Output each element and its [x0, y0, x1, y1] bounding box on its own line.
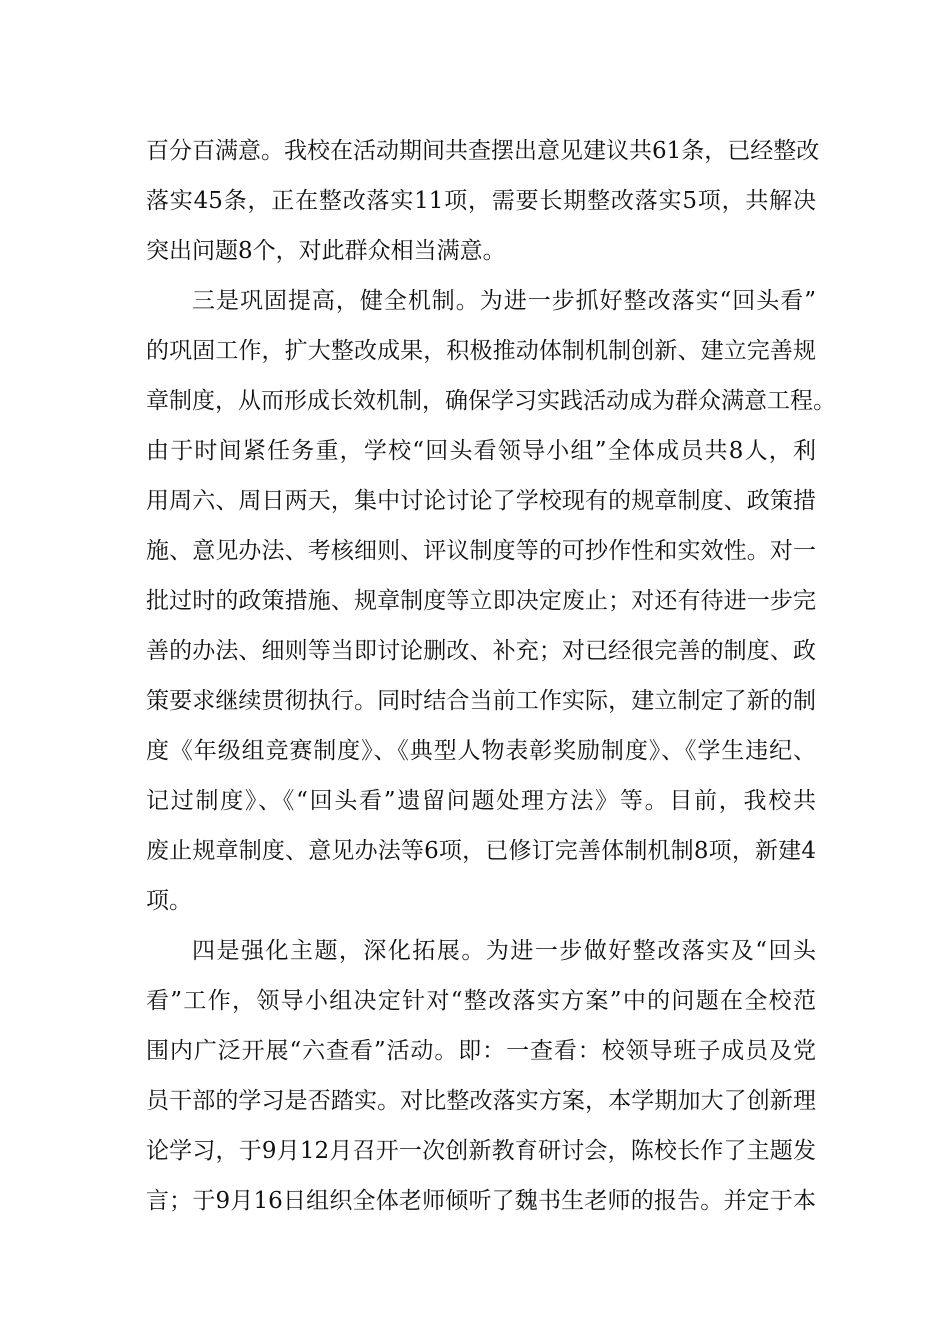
text-line: 批过时的政策措施、规章制度等立即决定废止；对还有待进一步完 — [146, 588, 816, 614]
text-line: 落实45条，正在整改落实11项，需要长期整改落实5项，共解决 — [146, 188, 816, 214]
text-line: 言；于9月16日组织全体老师倾听了魏书生老师的报告。并定于本 — [146, 1188, 816, 1214]
text-line: 由于时间紧任务重，学校“回头看领导小组”全体成员共8人，利 — [146, 438, 816, 464]
text-line: 度《年级组竞赛制度》、《典型人物表彰奖励制度》、《学生违纪、 — [146, 738, 816, 764]
text-line: 围内广泛开展“六查看”活动。即：一查看：校领导班子成员及党 — [146, 1038, 816, 1064]
text-line: 看”工作，领导小组决定针对“整改落实方案”中的问题在全校范 — [146, 988, 816, 1014]
text-line: 四是强化主题，深化拓展。为进一步做好整改落实及“回头 — [192, 938, 816, 964]
text-line: 善的办法、细则等当即讨论删改、补充；对已经很完善的制度、政 — [146, 638, 816, 664]
text-line: 废止规章制度、意见办法等6项，已修订完善体制机制8项，新建4 — [146, 838, 816, 864]
text-line: 用周六、周日两天，集中讨论讨论了学校现有的规章制度、政策措 — [146, 488, 816, 514]
text-line: 记过制度》、《“回头看”遗留问题处理方法》等。目前，我校共 — [146, 788, 816, 814]
text-line: 论学习，于9月12月召开一次创新教育研讨会，陈校长作了主题发 — [146, 1138, 816, 1164]
text-line: 章制度，从而形成长效机制，确保学习实践活动成为群众满意工程。 — [146, 388, 836, 414]
text-line: 三是巩固提高，健全机制。为进一步抓好整改落实“回头看” — [192, 288, 816, 314]
text-line: 员干部的学习是否踏实。对比整改落实方案，本学期加大了创新理 — [146, 1088, 816, 1114]
text-line: 项。 — [146, 888, 192, 914]
text-line: 突出问题8个，对此群众相当满意。 — [146, 238, 506, 264]
text-line: 百分百满意。我校在活动期间共查摆出意见建议共61条，已经整改 — [146, 138, 820, 164]
text-line: 策要求继续贯彻执行。同时结合当前工作实际，建立制定了新的制 — [146, 688, 816, 714]
text-line: 施、意见办法、考核细则、评议制度等的可抄作性和实效性。对一 — [146, 538, 816, 564]
text-line: 的巩固工作，扩大整改成果，积极推动体制机制创新、建立完善规 — [146, 338, 816, 364]
